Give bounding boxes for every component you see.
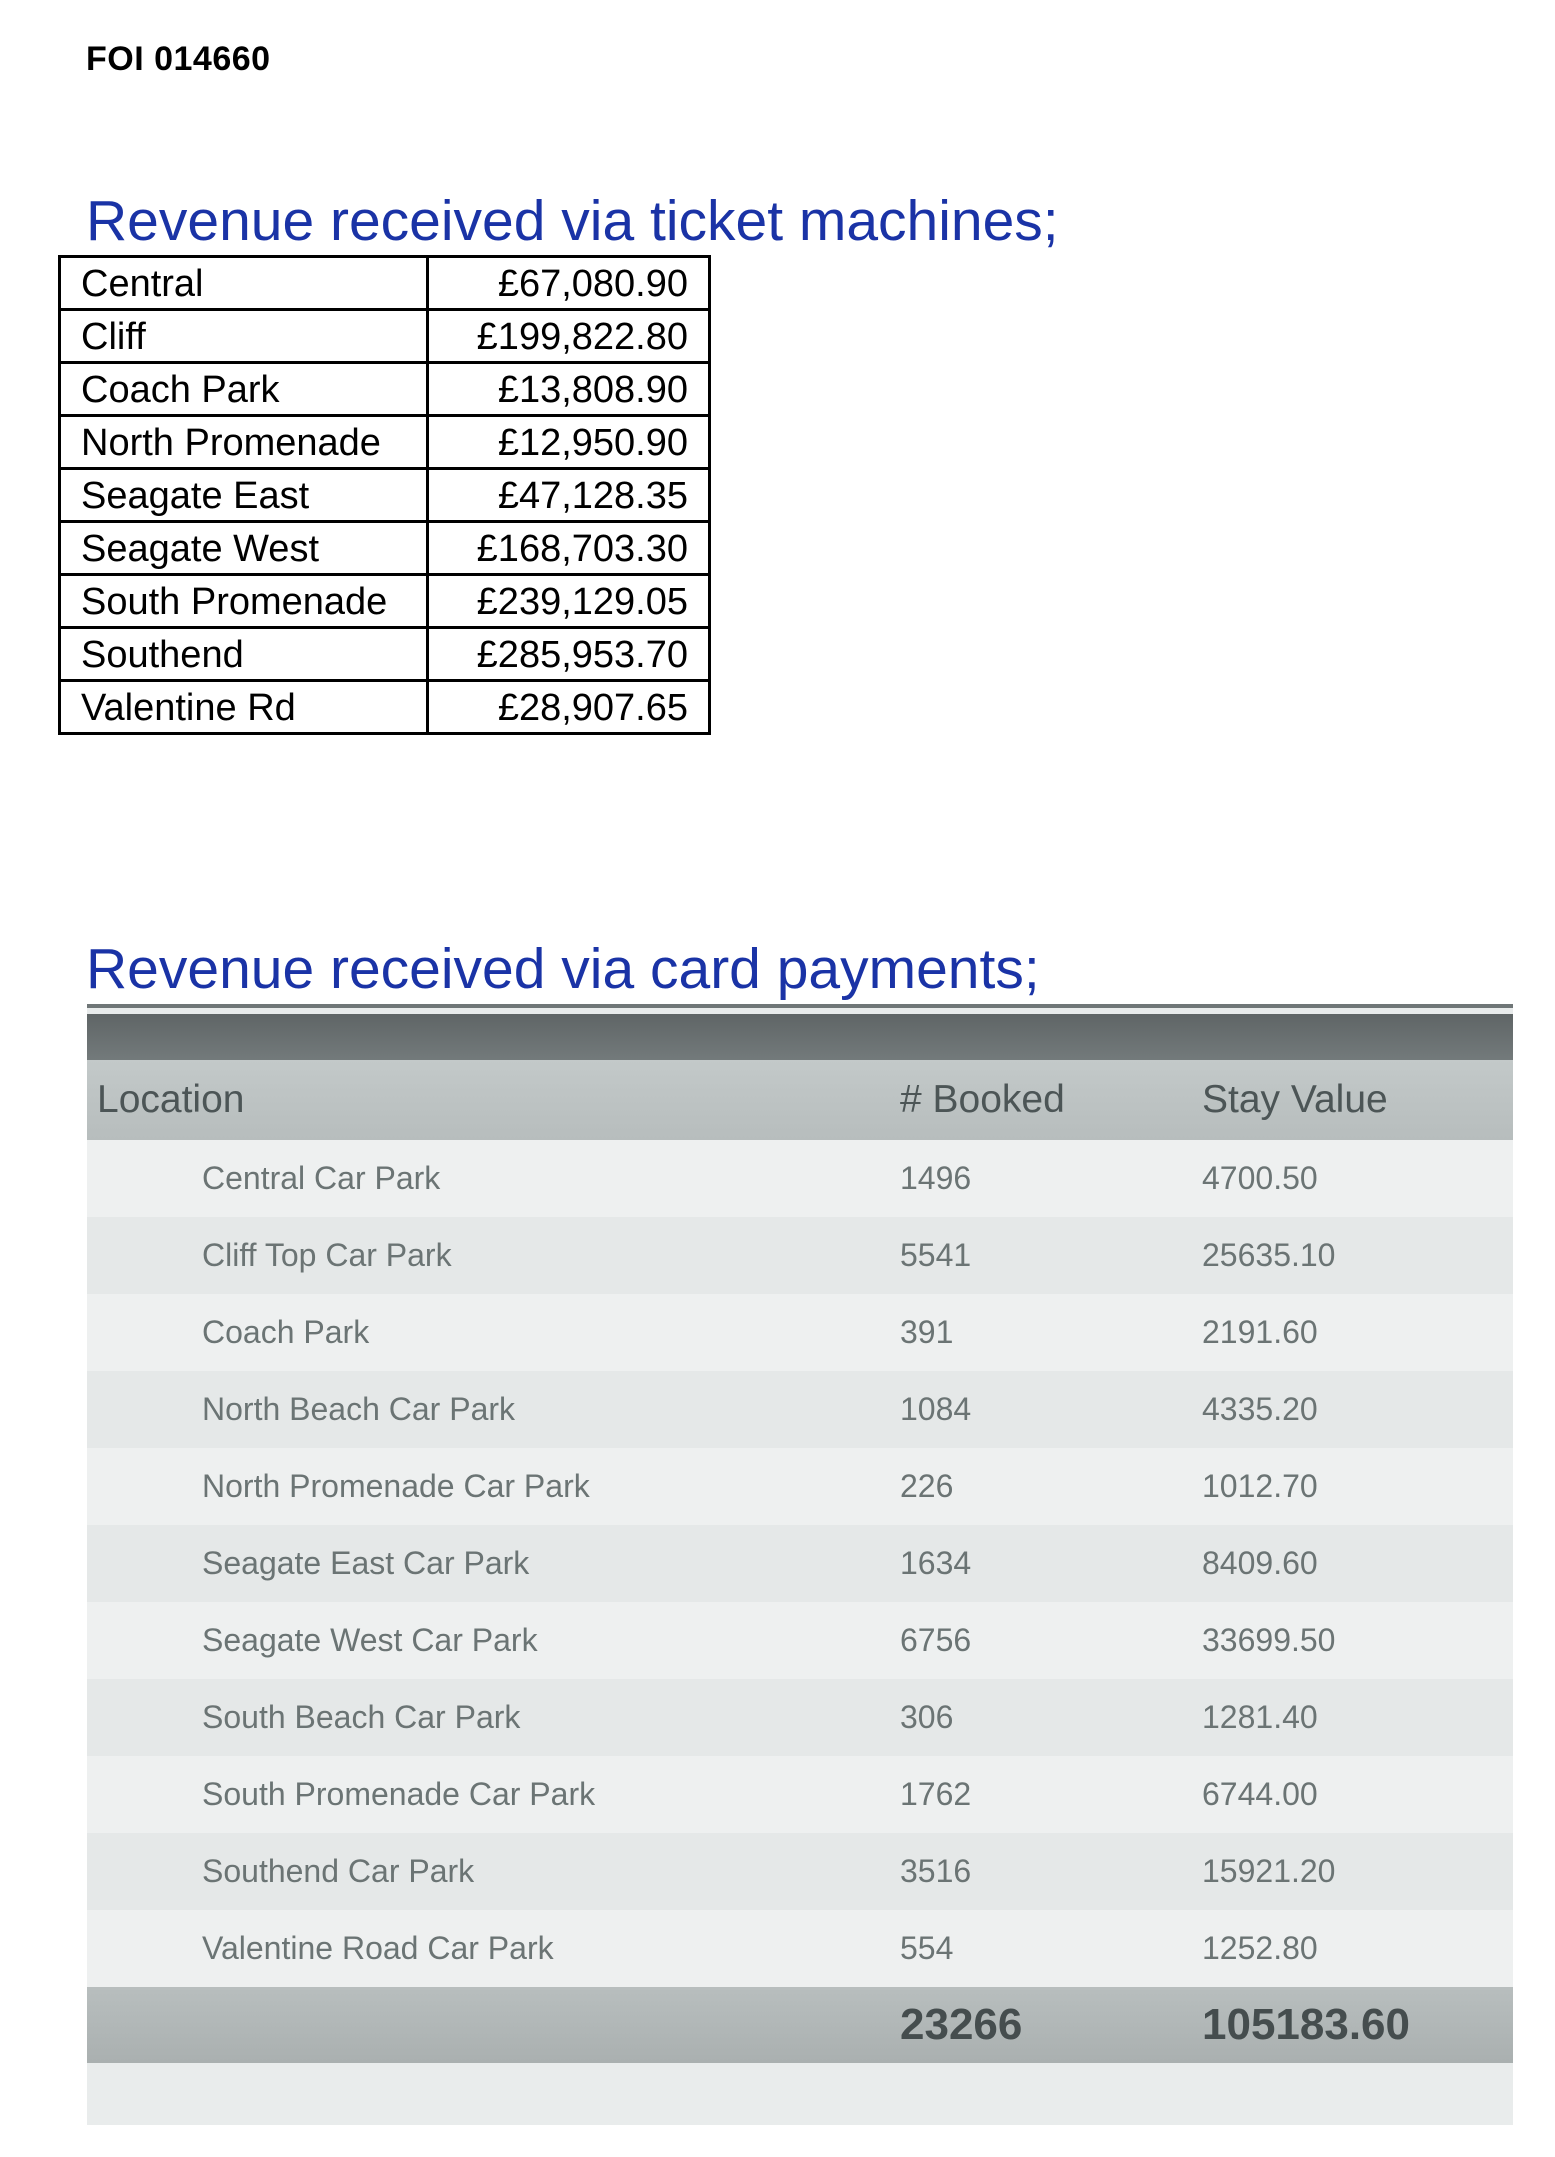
stay-value-cell: 8409.60	[1202, 1545, 1318, 1581]
revenue-cell: £239,129.05	[428, 575, 710, 628]
table-row	[60, 257, 710, 310]
table-row	[87, 1756, 1513, 1833]
revenue-cell: £47,128.35	[428, 469, 710, 522]
reference-number: FOI 014660	[86, 40, 271, 78]
location-cell: North Beach Car Park	[202, 1391, 516, 1427]
total-booked: 23266	[900, 2000, 1023, 2049]
table-title-bar	[87, 1014, 1513, 1060]
stay-value-cell: 4335.20	[1202, 1391, 1318, 1427]
location-cell: North Promenade	[60, 416, 428, 469]
revenue-cell: £285,953.70	[428, 628, 710, 681]
totals-row	[87, 1987, 1513, 2063]
table-row	[87, 1833, 1513, 1910]
card-payments-heading: Revenue received via card payments;	[86, 937, 1040, 1001]
stay-value-cell: 1012.70	[1202, 1468, 1318, 1504]
table-row	[87, 1448, 1513, 1525]
table-row	[87, 1217, 1513, 1294]
location-cell: Seagate East	[60, 469, 428, 522]
stay-value-cell: 1252.80	[1202, 1930, 1318, 1966]
table-row	[60, 469, 710, 522]
revenue-cell: £13,808.90	[428, 363, 710, 416]
revenue-cell: £67,080.90	[428, 257, 710, 310]
location-cell: South Beach Car Park	[202, 1699, 521, 1735]
stay-value-cell: 6744.00	[1202, 1776, 1318, 1812]
table-body	[87, 1140, 1513, 1987]
booked-cell: 1084	[900, 1391, 972, 1427]
location-cell: Valentine Rd	[60, 681, 428, 734]
table-row	[87, 1140, 1513, 1217]
table-row	[60, 363, 710, 416]
table-row	[60, 522, 710, 575]
table-row	[60, 416, 710, 469]
location-cell: Central Car Park	[202, 1160, 441, 1196]
column-header-booked[interactable]: # Booked	[900, 1078, 1065, 1121]
location-cell: Seagate West Car Park	[202, 1622, 538, 1658]
booked-cell: 306	[900, 1699, 954, 1735]
booked-cell: 5541	[900, 1237, 972, 1273]
column-header-location[interactable]: Location	[97, 1078, 245, 1121]
stay-value-cell: 4700.50	[1202, 1160, 1318, 1196]
stay-value-cell: 1281.40	[1202, 1699, 1318, 1735]
location-cell: Cliff Top Car Park	[202, 1237, 452, 1273]
booked-cell: 6756	[900, 1622, 972, 1658]
booked-cell: 391	[900, 1314, 954, 1350]
table-row	[60, 310, 710, 363]
table-row	[87, 1525, 1513, 1602]
card-payments-table	[87, 1004, 1513, 2120]
table-row	[60, 681, 710, 734]
location-cell: Southend Car Park	[202, 1853, 475, 1889]
table-row	[87, 1602, 1513, 1679]
revenue-cell: £199,822.80	[428, 310, 710, 363]
stay-value-cell: 25635.10	[1202, 1237, 1336, 1273]
location-cell: Coach Park	[60, 363, 428, 416]
location-cell: Southend	[60, 628, 428, 681]
table-row	[87, 1679, 1513, 1756]
location-cell: Central	[60, 257, 428, 310]
table-row	[87, 1910, 1513, 1987]
table-row	[60, 575, 710, 628]
table-row	[60, 628, 710, 681]
location-cell: Valentine Road Car Park	[202, 1930, 554, 1966]
ticket-machines-heading: Revenue received via ticket machines;	[86, 189, 1059, 253]
booked-cell: 3516	[900, 1853, 972, 1889]
location-cell: Seagate West	[60, 522, 428, 575]
booked-cell: 226	[900, 1468, 954, 1504]
total-stay-value: 105183.60	[1202, 2000, 1410, 2049]
revenue-cell: £12,950.90	[428, 416, 710, 469]
stay-value-cell: 33699.50	[1202, 1622, 1336, 1658]
revenue-cell: £28,907.65	[428, 681, 710, 734]
location-cell: Cliff	[60, 310, 428, 363]
table-row	[87, 1294, 1513, 1371]
table-header-row	[87, 1060, 1513, 1140]
table-footer	[87, 2063, 1513, 2125]
stay-value-cell: 15921.20	[1202, 1853, 1336, 1889]
location-cell: North Promenade Car Park	[202, 1468, 590, 1504]
booked-cell: 1496	[900, 1160, 972, 1196]
booked-cell: 554	[900, 1930, 954, 1966]
column-header-stay-value[interactable]: Stay Value	[1202, 1078, 1388, 1121]
booked-cell: 1634	[900, 1545, 972, 1581]
stay-value-cell: 2191.60	[1202, 1314, 1318, 1350]
table-row	[87, 1371, 1513, 1448]
location-cell: South Promenade Car Park	[202, 1776, 596, 1812]
revenue-cell: £168,703.30	[428, 522, 710, 575]
location-cell: Seagate East Car Park	[202, 1545, 530, 1581]
location-cell: South Promenade	[60, 575, 428, 628]
ticket-machines-table	[58, 255, 711, 735]
booked-cell: 1762	[900, 1776, 972, 1812]
location-cell: Coach Park	[202, 1314, 370, 1350]
